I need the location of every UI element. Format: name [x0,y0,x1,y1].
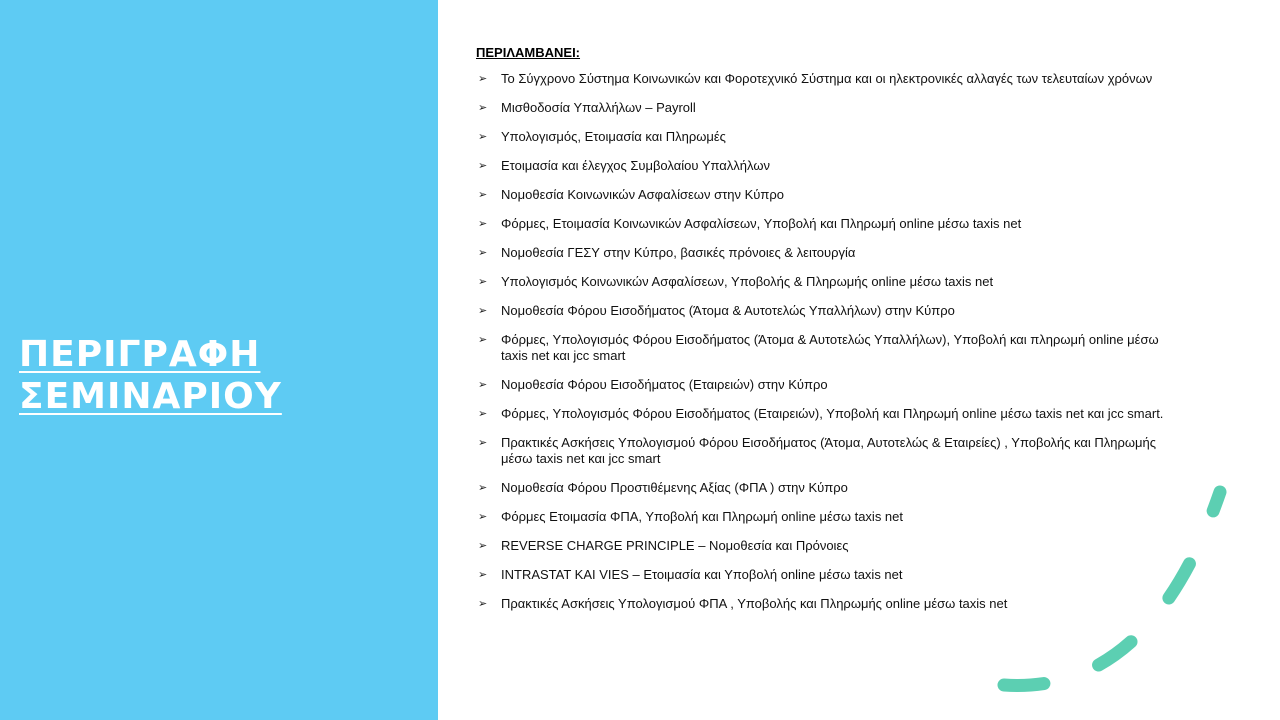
list-item-text: Υπολογισμός, Ετοιμασία και Πληρωμές [501,129,726,144]
arrow-bullet-icon: ➢ [478,130,488,143]
list-item-text: Νομοθεσία Φόρου Προστιθέμενης Αξίας (ΦΠΑ ) στην Κύπρο [501,480,848,495]
list-item-text: Νομοθεσία Κοινωνικών Ασφαλίσεων στην Κύπρο [501,187,784,202]
arrow-bullet-icon: ➢ [478,188,488,201]
slide-title [19,334,419,418]
list-item-text: Το Σύγχρονο Σύστημα Κοινωνικών και Φοροτεχνικό Σύστημα και οι ηλεκτρονικές αλλαγές των τελευταίων χρόνων [501,71,1153,86]
arrow-bullet-icon: ➢ [478,159,488,172]
arrow-bullet-icon: ➢ [478,246,488,259]
arrow-bullet-icon: ➢ [478,481,488,494]
arrow-bullet-icon: ➢ [478,568,488,581]
list-item-text: Πρακτικές Ασκήσεις Υπολογισμού ΦΠΑ , Υποβολής και Πληρωμής online μέσω taxis net [501,596,1008,611]
arrow-bullet-icon: ➢ [478,597,488,610]
title-panel [0,0,438,720]
arrow-bullet-icon: ➢ [478,304,488,317]
list-item [476,216,1176,232]
list-item-text: Νομοθεσία ΓΕΣΥ στην Κύπρο, βασικές πρόνοιες & λειτουργία [501,245,856,260]
arrow-bullet-icon: ➢ [478,275,488,288]
arrow-bullet-icon: ➢ [478,378,488,391]
list-item-text: Νομοθεσία Φόρου Εισοδήματος (Εταιρειών) στην Κύπρο [501,377,828,392]
arrow-bullet-icon: ➢ [478,407,488,420]
arrow-bullet-icon: ➢ [478,217,488,230]
list-item-text: Υπολογισμός Κοινωνικών Ασφαλίσεων, Υποβολής & Πληρωμής online μέσω taxis net [501,274,994,289]
list-item [476,406,1176,422]
list-item [476,332,1176,364]
list-item [476,435,1176,467]
list-item-text: Μισθοδοσία Υπαλλήλων – Payroll [501,100,696,115]
dashed-arc-stroke [1004,492,1220,685]
list-item [476,100,1176,116]
arrow-bullet-icon: ➢ [478,436,488,449]
list-item-text: Ετοιμασία και έλεγχος Συμβολαίου Υπαλλήλων [501,158,770,173]
list-item-text: Φόρμες, Ετοιμασία Κοινωνικών Ασφαλίσεων, Υποβολή και Πληρωμή online μέσω taxis net [501,216,1022,231]
arrow-bullet-icon: ➢ [478,510,488,523]
list-item [476,245,1176,261]
slide-title-line-1: ΠΕΡΙΓΡΑΦΗ [19,334,261,375]
list-item-text: REVERSE CHARGE PRINCIPLE – Νομοθεσία και Πρόνοιες [501,538,849,553]
arrow-bullet-icon: ➢ [478,539,488,552]
list-item-text: Φόρμες, Υπολογισμός Φόρου Εισοδήματος (Εταιρειών), Υποβολή και Πληρωμή online μέσω taxis net και jcc smart. [501,406,1164,421]
arrow-bullet-icon: ➢ [478,72,488,85]
list-item [476,158,1176,174]
list-item [476,274,1176,290]
list-item [476,71,1176,87]
slide-title-line-2: ΣΕΜΙΝΑΡΙΟΥ [19,376,282,417]
decorative-dashed-arc [990,480,1240,700]
list-item [476,129,1176,145]
section-heading: ΠΕΡΙΛΑΜΒΑΝΕΙ: [476,45,581,60]
list-item [476,303,1176,319]
list-item-text: INTRASTAT KAI VIES – Ετοιμασία και Υποβολή online μέσω taxis net [501,567,903,582]
list-item-text: Πρακτικές Ασκήσεις Υπολογισμού Φόρου Εισοδήματος (Άτομα, Αυτοτελώς & Εταιρείες) , Υποβολής και Πληρωμής μέσω taxis net και jcc smart [501,435,1157,466]
arrow-bullet-icon: ➢ [478,101,488,114]
list-item [476,187,1176,203]
list-item-text: Φόρμες, Υπολογισμός Φόρου Εισοδήματος (Άτομα & Αυτοτελώς Υπαλλήλων), Υποβολή και πληρωμή online μέσω taxis net και jcc smart [501,332,1159,363]
list-item-text: Φόρμες Ετοιμασία ΦΠΑ, Υποβολή και Πληρωμή online μέσω taxis net [501,509,903,524]
list-item [476,377,1176,393]
list-item-text: Νομοθεσία Φόρου Εισοδήματος (Άτομα & Αυτοτελώς Υπαλλήλων) στην Κύπρο [501,303,955,318]
arrow-bullet-icon: ➢ [478,333,488,346]
